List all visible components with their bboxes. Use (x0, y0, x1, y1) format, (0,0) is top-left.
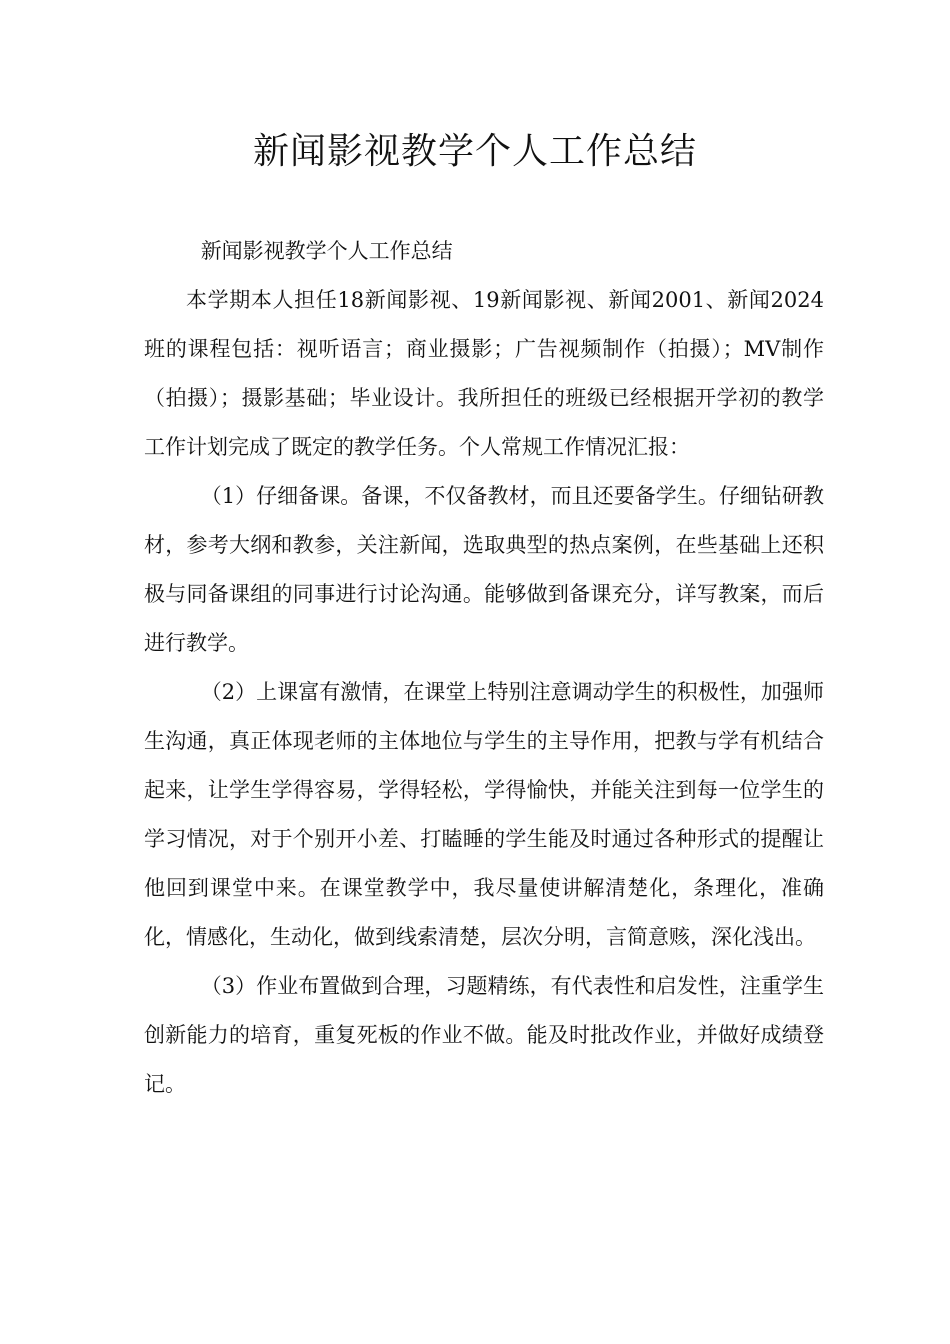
document-subtitle: 新闻影视教学个人工作总结 (200, 239, 453, 263)
paragraph-item-3: （3）作业布置做到合理，习题精练，有代表性和启发性，注重学生创新能力的培育，重复死板的作业不做。能及时批改作业，并做好成绩登记。 (144, 974, 824, 1096)
paragraph-item-2: （2）上课富有激情，在课堂上特别注意调动学生的积极性，加强师生沟通，真正体现老师的主体地位与学生的主导作用，把教与学有机结合起来，让学生学得容易，学得轻松，学得愉快，并能关注到每一位学生的学习情况，对于个别开小差、打瞌睡的学生能及时通过各种形式的提醒让他回到课堂中来。在课堂教学中，我尽量使讲解清楚化，条理化，准确化，情感化，生动化，做到线索清楚，层次分明，言简意赅，深化浅出。 (144, 680, 824, 949)
document-title: 新闻影视教学个人工作总结 (252, 131, 697, 172)
document-body (144, 227, 824, 1109)
paragraph-item-1: （1）仔细备课。备课，不仅备教材，而且还要备学生。仔细钻研教材，参考大纲和教参，关注新闻，选取典型的热点案例，在些基础上还积极与同备课组的同事进行讨论沟通。能够做到备课充分，详写教案，而后进行教学。 (144, 484, 824, 655)
paragraph-intro: 本学期本人担任18新闻影视、19新闻影视、新闻2001、新闻2024班的课程包括：视听语言；商业摄影；广告视频制作（拍摄）；MV制作（拍摄）；摄影基础；毕业设计。我所担任的班级已经根据开学初的教学工作计划完成了既定的教学任务。个人常规工作情况汇报： (144, 288, 824, 459)
